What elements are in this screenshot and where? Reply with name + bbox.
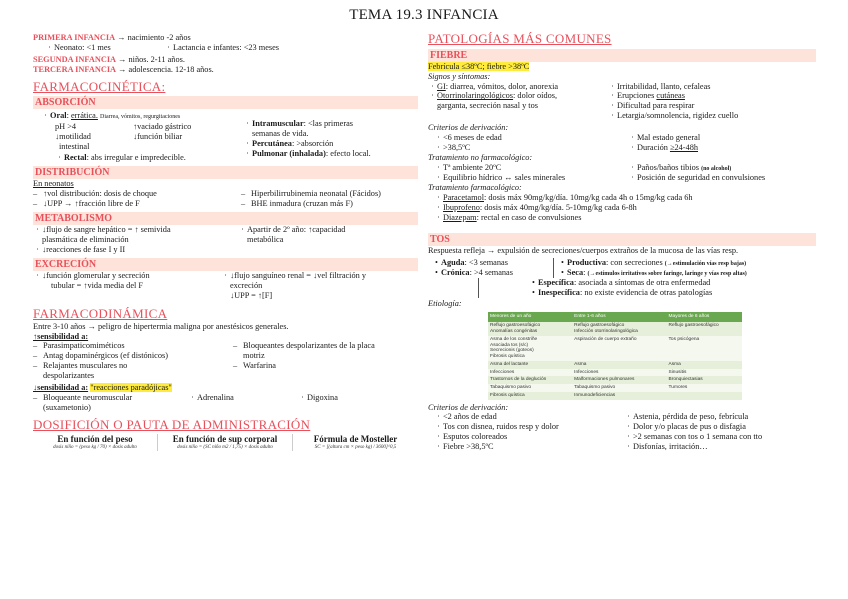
sens-3b: despolarizantes [43,371,95,381]
table-cell: Reflujo gastroesofágico Anomalías congénitas [488,322,572,336]
signos-label: Signos y síntomas: [428,71,491,81]
metabolismo-heading: METABOLISMO [33,212,418,225]
especifica-label: Específica [538,278,574,288]
inespecifica-label: Inespecífica [538,288,580,298]
table-cell: Malformaciones pulmonares [572,376,666,384]
down-2: Adrenalina [197,393,234,403]
table-cell: Asma del lactante [488,361,572,369]
up-sensibilidad: ↑sensibilidad a: [33,331,89,341]
tercera-infancia-label: TERCERA INFANCIA [33,64,117,74]
oral-note: Diarrea, vómitos, regurgitaciones [100,114,181,121]
criterio-2: >38,5ºC [443,143,471,153]
ibuprofeno-label: Ibuprofeno [443,203,480,213]
formula-mosteller-title: Fórmula de Mosteller [313,433,398,444]
intramuscular-text2: semanas de vida. [252,129,309,139]
table-row [488,376,742,384]
aguda-label: Aguda [441,258,465,268]
exc-2b: excreción [230,281,263,291]
table-cell: Asma de los constriñe Asociada tos (s/c) Secrecionis (goteos) Fibrosis quística [488,336,572,361]
met-2: ↓reacciones de fase I y II [42,245,126,255]
rectal-text: : abs irregular e impredecible. [86,153,186,163]
tos-definicion: Respuesta refleja → expulsión de secreciones/cuerpos extraños de la mucosa de las vías resp. [428,246,739,256]
table-header: Mayores de 6 años [667,312,742,322]
table-cell: Bronquiectasias [667,376,742,384]
table-row [488,384,742,392]
criterio-4-pre: Duración [637,143,668,153]
seca-text: : [583,268,586,278]
diazepam-label: Diazepam [443,213,477,223]
oral-block: · Oral: errática. Diarrea, vómitos, regurgitaciones pH >4 ↑vaciado gástrico ↓motilidad ↓función biliar intestinal · Rectal: abs irregular e impredecible. [33,111,243,163]
etiologia-label: Etiología: [428,299,462,309]
table-header: Entre 1-6 años [572,312,666,322]
derivacion-5: Astenia, pérdida de peso, febrícula [633,412,749,422]
formula-sc-title: En función de sup corporal [172,433,278,444]
vaciado: ↑vaciado gástrico [133,121,192,131]
percutanea-text: : >absorción [291,139,334,149]
pulmonar-text: : efecto local. [325,149,371,159]
cronica-label: Crónica [441,267,470,277]
dist-1: ↑vol distribución: dosis de choque [43,189,157,199]
formula-peso-title: En función del peso [57,433,133,444]
oto-label: Otorrinolaringológicos [437,91,514,101]
cronica-text: : >4 semanas [469,267,513,277]
oto-text2: garganta, secreción nasal y tos [437,101,538,111]
productiva-label: Productiva [567,258,607,268]
erupciones: Erupciones [617,91,655,101]
farmacocinetica-heading: FARMACOCINÉTICA: [33,78,166,94]
neonato: Neonato: <1 mes [54,42,111,52]
table-cell: Fibrosis quística [488,392,572,400]
etiologia-table [488,312,742,399]
productiva-note: (→estimulación vías resp bajas) [664,261,747,268]
oto-text: : dolor oídos, [513,91,558,101]
table-cell: Inmunodeficiencias [572,392,666,400]
right-column: PATOLOGÍAS MÁS COMUNES FIEBRE Febrícula ≤38ºC; fiebre >38ºC Signos y síntomas: · GI: diarrea, vómitos, dolor, anorexia · Otorrinolaringológicos: dolor oídos, garganta, secreción nasal y tos · Irritabilidad, llanto, cefaleas · Erupciones cutáneas · Dificultad para respirar · Letargia/somnolencia, rigidez cuello Criterios de derivación: · <6 meses de edad · >38,5ºC · Mal estado general · Duración ≥24-48h Tratamiento no farmacológico: · Tª ambiente 20ºC · Equilibrio hídrico ↔ sales minerales · Paños/baños tibios (no alcohol) · Posición de seguridad en convulsiones Tratamiento farmacológico: · Paracetamol: dosis máx 90mg/kg/día. 10mg/kg cada 4h o 15mg/kg cada 6h · Ibuprofeno: dosis máx 40mg/kg/día. 5-10mg/kg cada 6-8h · Diazepam: rectal en caso de convulsiones TOS Respuesta refleja → expulsión de secreciones/cuerpos extraños de la mucosa de las vías resp. • Aguda: <3 semanas • Crónica: >4 semanas • Productiva: con secreciones (→estimulación vías resp bajas) • Seca: (→estímulos irritativos sobre faringe, laringe y vías resp altas) • Específica: asociada a síntomas de otra enfermedad • Inespecífica: no existe evidencia de otras patologías Etiología: Menores de un año Entre 1-6 años Mayores de 6 años Reflujo gastroesofágico Anomalías congénitas Reflujo gastroesofágico Infección otorrinolaringológica Reflujo gastroesofágico Asma de los constriñe Asociada tos (s/c) Secrecionis (goteos) Fibrosis quística Aspiración de cuerpo extraño Tos psicógena Asma del lactante Asma Asma Infecciones Infecciones Sinusitis Trastornos de la deglución Malformaciones pulmonares Bronquiectasias Tabaquismo pasivo Tabaquismo pasivo Tumores Fibrosis quística Inmunodeficiencias Criterios de derivación: · <2 años de edad · Tos con disnea, ruidos resp y dolor · Esputos coloreados · Fiebre >38,5ºC · Astenia, pérdida de peso, febrícula · Dolor y/o placas de pus o disfagia · >2 semanas con tos o 1 semana con tto · Disfonías, irritación… [428,31,816,452]
table-row [488,322,742,336]
derivacion-7: >2 semanas con tos o 1 semana con tto [633,432,763,442]
irritabilidad: Irritabilidad, llanto, cefaleas [617,81,711,91]
table-cell: Trastornos de la deglución [488,376,572,384]
diazepam-text: : rectal en caso de convulsiones [476,213,582,223]
sens-2: Antag dopaminérgicos (ef distónicos) [43,351,168,361]
patologias-heading: PATOLOGÍAS MÁS COMUNES [428,31,612,46]
primera-infancia-label: PRIMERA INFANCIA [33,33,116,42]
dosificacion-heading: DOSIFICIÓN O PAUTA DE ADMINISTRACIÓN [33,417,311,433]
criterio-3: Mal estado general [637,133,701,143]
aguda-text: : <3 semanas [464,258,508,268]
table-header-row [488,312,742,322]
criterios-label: Criterios de derivación: [428,123,509,133]
ibuprofeno-text: : dosis máx 40mg/kg/día. 5-10mg/kg cada 6-8h [479,203,637,213]
seca-note: (→estímulos irritativos sobre faringe, laringe y vías resp altas) [587,271,747,278]
table-cell: Reflujo gastroesofágico [667,322,742,336]
segunda-infancia-text: → niños. 2-11 años. [118,54,185,64]
exc-3: ↓UPP = ↑[F] [230,291,273,301]
sens-4: Bloqueantes despolarizantes de la placa [243,341,375,351]
down-sensibilidad: ↓sensibilidad a: [33,383,89,393]
sens-4b: motriz [243,351,265,361]
derivacion-6: Dolor y/o placas de pus o disfagia [633,422,746,432]
trat-no-2: Equilibrio hídrico ↔ sales minerales [443,173,566,183]
inespecifica-text: : no existe evidencia de otras patologías [579,288,713,298]
intestinal: intestinal [59,141,90,151]
criterios2-label: Criterios de derivación: [428,402,509,412]
dist-4: BHE inmadura (cruzan más F) [251,199,353,209]
hipertermia: Entre 3-10 años → peligro de hipertermia maligna por anestésicos generales. [33,321,289,331]
fiebre-heading: FIEBRE [428,49,816,62]
table-cell: Reflujo gastroesofágico Infección otorrinolaringológica [572,322,666,336]
sens-1: Parasimpaticomiméticos [43,341,125,351]
sens-5: Warfarina [243,361,276,371]
sens-3: Relajantes musculares no [43,361,128,371]
trat-no-3: Paños/baños tibios [637,163,699,173]
table-cell: Tumores [667,384,742,392]
lactancia: Lactancia e infantes: <23 meses [173,42,280,52]
rectal-label: Rectal [64,153,87,163]
criterio-1: <6 meses de edad [443,133,502,143]
table-cell: Infecciones [572,369,666,377]
down-3: Digoxina [307,393,338,403]
intramuscular-text: : <las primeras [303,119,354,129]
tos-heading: TOS [428,233,816,246]
gi-label: GI [437,81,446,91]
table-cell: Tabaquismo pasivo [572,384,666,392]
other-routes-block: · Intramuscular: <las primeras semanas de vida. · Percutánea: >absorción · Pulmonar (inhalada): efecto local. [243,111,418,159]
derivacion-4: Fiebre >38,5ºC [443,442,494,452]
table-row [488,361,742,369]
productiva-text: : con secreciones [606,258,663,268]
table-cell: Sinusitis [667,369,742,377]
segunda-infancia-label: SEGUNDA INFANCIA [33,54,117,64]
table-header: Menores de un año [488,312,572,322]
met-1b: plasmática de eliminación [42,235,129,245]
en-neonatos: En neonatos [33,179,74,189]
trat-no-label: Tratamiento no farmacológico: [428,153,533,163]
dist-3: Hiperbilirrubinemia neonatal (Fácidos) [251,189,381,199]
table-row [488,392,742,400]
down-1b: (suxametonio) [43,403,91,413]
oral-erratica: errática. [70,111,98,121]
table-cell: Tabaquismo pasivo [488,384,572,392]
derivacion-1: <2 años de edad [443,412,497,422]
down-1: Bloqueante neuromuscular [43,393,133,403]
table-cell: Asma [667,361,742,369]
ph: pH >4 [55,121,77,131]
absorcion-heading: ABSORCIÓN [33,96,418,109]
excrecion-heading: EXCRECIÓN [33,258,418,271]
formula-peso: dosis niño = (peso kg / 70) × dosis adulto [53,444,137,450]
dist-2: ↓UPP → ↑fracción libre de F [43,199,140,209]
febricula: Febrícula ≤38ºC; fiebre >38ºC [428,61,530,71]
intramuscular-label: Intramuscular [252,119,304,129]
trat-f-label: Tratamiento farmacológico: [428,183,522,193]
dificultad-respirar: Dificultad para respirar [617,101,695,111]
trat-no-4: Posición de seguridad en convulsiones [637,173,766,183]
met-3: Apartir de 2º año: ↑capacidad [247,225,346,235]
table-cell [667,392,742,400]
derivacion-8: Disfonías, irritación… [633,442,708,452]
table-row [488,336,742,361]
oral-label: Oral [50,111,67,121]
tercera-infancia-text: → adolescencia. 12-18 años. [118,64,214,74]
motilidad: ↓motilidad [55,131,91,141]
percutanea-label: Percutánea [252,139,292,149]
left-column: PRIMERA INFANCIA → nacimiento -2 años · Neonato: <1 mes · Lactancia e infantes: <23 meses SEGUNDA INFANCIA → niños. 2-11 años. TERCERA INFANCIA → adolescencia. 12-18 años. FARMACOCINÉTICA: ABSORCIÓN · Oral: errática. Diarrea, vómitos, regurgitaciones pH >4 ↑vaciado gástrico ↓motilidad ↓función biliar intestinal · Rectal: abs irregular e impredecible. · Intramuscular: <las primeras semanas de vida. · Percutánea: >absorción · Pulmonar (inhalada): efecto local. DISTRIBUCIÓN En neonatos – ↑vol distribución: dosis de choque – ↓UPP → ↑fracción libre de F – Hiperbilirrubinemia neonatal (Fácidos) – BHE inmadura (cruzan más F) METABOLISMO · ↓flujo de sangre hepático = ↑ semivida plasmática de eliminación · ↓reacciones de fase I y II · Apartir de 2º año: ↑capacidad metabólica EXCRECIÓN · ↓función glomerular y secreción tubular = ↑vida media del F · ↓flujo sanguíneo renal = ↓vel filtración y excreción ↓UPP = ↑[F] FARMACODINÁMICA Entre 3-10 años → peligro de hipertermia maligna por anestésicos generales. ↑sensibilidad a: – Parasimpaticomiméticos – Antag dopaminérgicos (ef distónicos) – Relajantes musculares no despolarizantes – Bloqueantes despolarizantes de la placa motriz – Warfarina ↓sensibilidad a: "reacciones paradójicas" – Bloqueante neuromuscular (suxametonio) · Adrenalina · Digoxina DOSIFICIÓN O PAUTA DE ADMINISTRACIÓN En función del peso dosis niño = (peso kg / 70) × dosis adulto En función de sup corporal dosis niño = (SC niño m2 / 1,75) × dosis adulto Fórmula de Mosteller SC = [(altura cm × peso kg) / 3600]^0,5 [33,31,418,451]
table-cell: Aspiración de cuerpo extraño [572,336,666,361]
page-title: TEMA 19.3 INFANCIA [349,7,499,23]
distribucion-heading: DISTRIBUCIÓN [33,166,418,179]
gi-text: : diarrea, vómitos, dolor, anorexia [445,81,559,91]
especifica-text: : asociada a síntomas de otra enfermedad [573,278,711,288]
primera-infancia-text: → nacimiento -2 años [117,33,191,42]
table-row [488,369,742,377]
formula-sc: dosis niño = (SC niño m2 / 1,75) × dosis adulto [177,444,273,450]
paracetamol-text: : dosis máx 90mg/kg/día. 10mg/kg cada 4h o 15mg/kg cada 6h [484,193,693,203]
formula-mosteller: SC = [(altura cm × peso kg) / 3600]^0,5 [314,444,397,450]
trat-no-3-note: (no alcohol) [701,166,732,173]
exc-1: ↓función glomerular y secreción [42,271,150,281]
table-cell: Tos psicógena [667,336,742,361]
seca-label: Seca [567,268,584,278]
met-1: ↓flujo de sangre hepático = ↑ semivida [42,225,171,235]
reacciones-paradojicas: "reacciones paradójicas" [90,383,172,393]
paracetamol-label: Paracetamol [443,193,485,203]
exc-2: ↓flujo sanguíneo renal = ↓vel filtración y [230,271,367,281]
exc-1b: tubular = ↑vida media del F [51,281,144,291]
letargia: Letargia/somnolencia, rigidez cuello [617,111,739,121]
cutaneas: cutáneas [656,91,685,101]
derivacion-2: Tos con disnea, ruidos resp y dolor [443,422,559,432]
funcion-biliar: ↓función biliar [133,131,183,141]
table-cell: Infecciones [488,369,572,377]
trat-no-1: Tª ambiente 20ºC [443,163,502,173]
derivacion-3: Esputos coloreados [443,432,508,442]
table-cell: Asma [572,361,666,369]
farmacodinamica-heading: FARMACODINÁMICA [33,305,168,321]
pulmonar-label: Pulmonar (inhalada) [252,149,326,159]
met-3b: metabólica [247,235,284,245]
criterio-4: ≥24-48h [669,143,699,153]
